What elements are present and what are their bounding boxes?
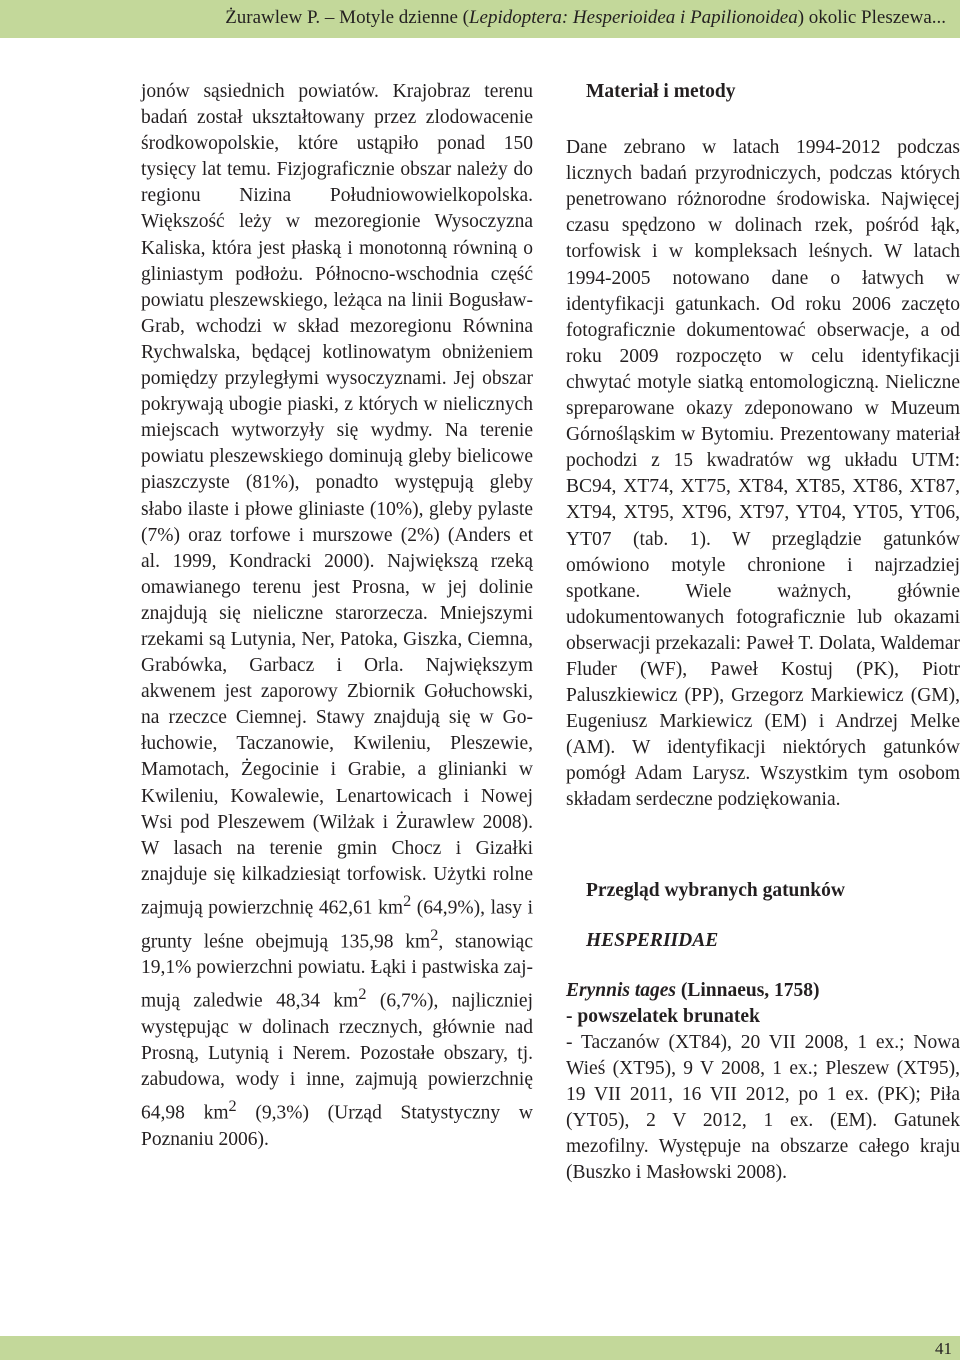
header-title-end: ) okolic Pleszewa... xyxy=(797,7,946,28)
running-header xyxy=(0,0,960,38)
page-number: 41 xyxy=(935,1339,952,1358)
study-area-paragraph xyxy=(141,79,533,1153)
superscript: 2 xyxy=(228,1097,237,1116)
header-taxa-1: Lepidoptera: Hesperioidea xyxy=(468,7,676,28)
methods-heading: Materiał i metody xyxy=(586,81,736,102)
text-run: (64,9%), lasy i grunty leśne obejmują 135,98 km xyxy=(141,897,534,952)
species-author: (Linnaeus, 1758) xyxy=(675,979,820,1001)
superscript: 2 xyxy=(403,891,412,910)
superscript: 2 xyxy=(430,925,439,944)
right-column xyxy=(566,79,960,1186)
left-column xyxy=(141,79,533,1153)
species-common-name: - powszelatek brunatek xyxy=(566,1005,760,1027)
family-heading: HESPERIIDAE xyxy=(586,929,719,951)
text-run: , stanowiąc 19,1% powierzchni powiatu. Łąki i pastwiska zajmują zaledwie 48,34 km xyxy=(141,931,533,1012)
superscript: 2 xyxy=(358,985,367,1004)
text-run: (9,3%) (Urząd Statystyczny w Poznaniu 2006). xyxy=(141,1102,533,1150)
footer-band xyxy=(0,1336,960,1360)
running-header-text xyxy=(225,6,946,30)
header-authors: Żurawlew P. – Motyle dzienne ( xyxy=(225,7,469,28)
species-records: - Taczanów (XT84), 20 VII 2008, 1 ex.; Nowa Wieś (XT95), 9 V 2008, 1 ex.; Pleszew (XT95), 19 VII 2011, 16 VII 2012, po 1 ex. (PK); Piła (YT05), 2 V 2012, 1 ex. (EM). Gatunek mezofilny. Występuje na obszarze całego kraju (Buszko i Masłowski 2008). xyxy=(566,1031,960,1184)
header-taxa-2: Papilionoidea xyxy=(690,7,798,28)
species-heading xyxy=(566,978,960,1004)
review-heading: Przegląd wybranych gatunków xyxy=(586,879,845,901)
header-taxa-join: i xyxy=(675,7,691,28)
text-run: jonów sąsiednich powiatów. Krajobraz terenu badań został ukształtowany przez zlodowacenie środkowopolskie, które ustąpiło ponad 150 tysięcy lat temu. Fizjograficznie obszar należy do regionu Nizina Południowowielkopolska. Większość leży w mezoregionie Wysoczyzna Kaliska, która jest płaską i monotonną równiną o gliniastym podłożu. Północno-wschodnia część powiatu pleszewskiego, leżąca na linii Bogusław-Grab, wchodzi w skład mezoregionu Równina Rychwalska, będącej kotlinowatym obniżeniem pomiędzy przyległymi wysoczyznami. Jej obszar pokrywają ubogie piaski, z których w nielicznych miejscach wytworzyły się wydmy. Na terenie powiatu pleszewskiego dominują gleby bielicowe piaszczyste (81%), ponadto występują gleby słabo ilaste i płowe gliniaste (10%), gleby pylaste (7%) oraz torfowe i murszowe (2%) (Anders et al. 1999, Kondracki 2000). Największą rzeką omawianego terenu jest Prosna, w jej dolinie znajdują się nieliczne starorzecza. Mniejszymi rzekami są Lutynia, Ner, Patoka, Giszka, Ciemna, Grabówka, Garbacz i Orla. Największym akwenem jest zaporowy Zbiornik Gołuchowski, na rzeczce Ciemnej. Stawy znajdują się w Gołuchowie, Taczanowie, Kwileniu, Pleszewie, Mamotach, Żegocinie i Grabie, a glinianki w Kwileniu, Kowalewie, Lenartowicach i Nowej Wsi pod Pleszewem (Wilżak i Żurawlew 2008). W lasach na terenie gmin Chocz i Gizałki znajduje się kilkadziesiąt torfowisk. Użytki rolne zajmują powierzchnię 462,61 km xyxy=(141,81,533,919)
text-run: (6,7%), najliczniej występując w dolinach rzecznych, głównie nad Prosną, Lutynią i Nerem. Pozostałe obszary, tj. zabudowa, wody i inne, zajmują powierzchnię 64,98 km xyxy=(141,990,533,1124)
species-latin-name: Erynnis tages xyxy=(566,979,676,1001)
methods-paragraph: Dane zebrano w latach 1994-2012 podczas licznych badań przyrodniczych, podczas których penetrowano różnorodne środowiska. Najwięcej czasu spędzono w dolinach rzek, pośród łąk, torfowisk i w kompleksach leśnych. W latach 1994-2005 notowano dane o łatwych w identyfikacji gatunkach. Od roku 2006 zaczęto fotograficznie dokumentować obserwacje, a od roku 2009 rozpoczęto w celu identyfikacji chwytać motyle siatką entomologiczną. Nieliczne spreparowane okazy zdeponowano w Muzeum Górnośląskim w Bytomiu. Prezentowany materiał pochodzi z 15 kwadratów wg układu UTM: BC94, XT74, XT75, XT84, XT85, XT86, XT87, XT94, XT95, XT96, XT97, YT04, YT05, YT06, YT07 (tab. 1). W przeglądzie gatunków omówiono motyle chronione i najrzadziej spotkane. Wiele ważnych, głównie udokumentowanych fotograficznie lub okazami obserwacji przekazali: Paweł T. Dolata, Waldemar Fluder (WF), Paweł Kostuj (PK), Piotr Paluszkiewicz (PP), Grzegorz Markiewicz (GM), Eugeniusz Markiewicz (EM) i Andrzej Melke (AM). W identyfikacji niektórych gatunków pomógł Adam Larysz. Wszystkim tym osobom składam serdeczne podziękowania. xyxy=(566,137,960,811)
